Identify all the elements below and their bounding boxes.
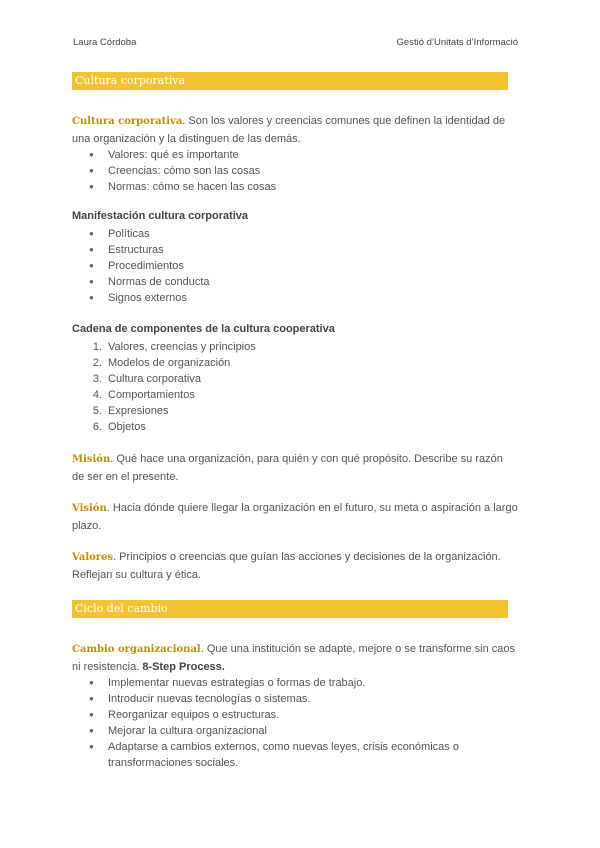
list-item: ● Estructuras <box>72 242 512 258</box>
vision-paragraph <box>72 500 518 534</box>
item-number: 3. <box>92 373 102 385</box>
vision-keyword: Visión <box>72 503 107 514</box>
list-item: ● Valores: qué es importante <box>72 147 512 163</box>
cambio-paragraph <box>72 641 518 675</box>
list-item: ● Normas de conducta <box>72 274 512 290</box>
list-item: ● Adaptarse a cambios externos, como nuevas leyes, crisis económicas o transformaciones sociales. <box>72 739 512 771</box>
header-author: Laura Córdoba <box>73 37 137 48</box>
numbered-item <box>72 387 512 403</box>
section-banner-cultura: Cultura corporativa <box>72 72 508 90</box>
list-item: ● Normas: cómo se hacen las cosas <box>72 179 512 195</box>
numbered-item <box>72 403 512 419</box>
item-number: 5. <box>92 405 102 417</box>
list-item: ● Procedimientos <box>72 258 512 274</box>
item-text: Valores, creencias y principios <box>108 341 256 353</box>
cambio-keyword: Cambio organizacional <box>72 644 201 655</box>
list-item: ● Reorganizar equipos o estructuras. <box>72 707 512 723</box>
cambio-bold: 8-Step Process. <box>142 660 225 673</box>
list-item: ● Implementar nuevas estrategias o formas de trabajo. <box>72 675 512 691</box>
item-text: Modelos de organización <box>108 357 231 369</box>
vision-text: . Hacia dónde quiere llegar la organización en el futuro, su meta o aspiración a largo plazo. <box>72 502 518 532</box>
item-number: 4. <box>92 389 102 401</box>
valores-keyword: Valores <box>72 552 114 563</box>
list-item: ● Signos externos <box>72 290 512 306</box>
item-text: Objetos <box>108 421 146 433</box>
manifest-heading: Manifestación cultura corporativa <box>72 210 249 222</box>
valores-text: . Principios o creencias que guían las acciones y decisiones de la organización. Reflejan su cultura y ética. <box>72 551 501 581</box>
item-number: 2. <box>92 357 102 369</box>
list-item: ● Mejorar la cultura organizacional <box>72 723 512 739</box>
mision-keyword: Misión <box>72 454 111 465</box>
numbered-item <box>72 371 512 387</box>
intro-text: . Son los valores y creencias comunes que definen la identidad de una organización y la distinguen de las demás. <box>72 115 506 145</box>
intro-bullet-list <box>72 147 512 195</box>
numbered-item <box>72 419 512 435</box>
mision-text: . Qué hace una organización, para quién y con qué propósito. Describe su razón de ser en el presente. <box>72 453 503 483</box>
list-item: ● Introducir nuevas tecnologías o sistemas. <box>72 691 512 707</box>
intro-paragraph <box>72 113 518 147</box>
numbered-item <box>72 355 512 371</box>
item-text: Expresiones <box>108 405 169 417</box>
item-number: 6. <box>92 421 102 433</box>
cambio-text: . Que una institución se adapte, mejore o se transforme sin caos ni resistencia. <box>72 643 515 673</box>
item-text: Comportamientos <box>108 389 195 401</box>
numbered-item <box>72 339 512 355</box>
list-item: ● Creencias: cómo son las cosas <box>72 163 512 179</box>
cambio-bullet-list <box>72 675 512 771</box>
header-course: Gestió d’Unitats d’Informació <box>396 37 518 48</box>
section-banner-ciclo: Ciclo del cambio <box>72 600 508 618</box>
intro-keyword: Cultura corporativa <box>72 116 183 127</box>
item-text: Cultura corporativa <box>108 373 201 385</box>
item-number: 1. <box>92 341 102 353</box>
valores-paragraph <box>72 549 518 583</box>
mision-paragraph <box>72 451 518 485</box>
list-item: ● Políticas <box>72 226 512 242</box>
chain-heading: Cadena de componentes de la cultura cooperativa <box>72 323 335 335</box>
chain-numbered-list <box>72 339 512 435</box>
manifest-bullet-list <box>72 226 512 306</box>
